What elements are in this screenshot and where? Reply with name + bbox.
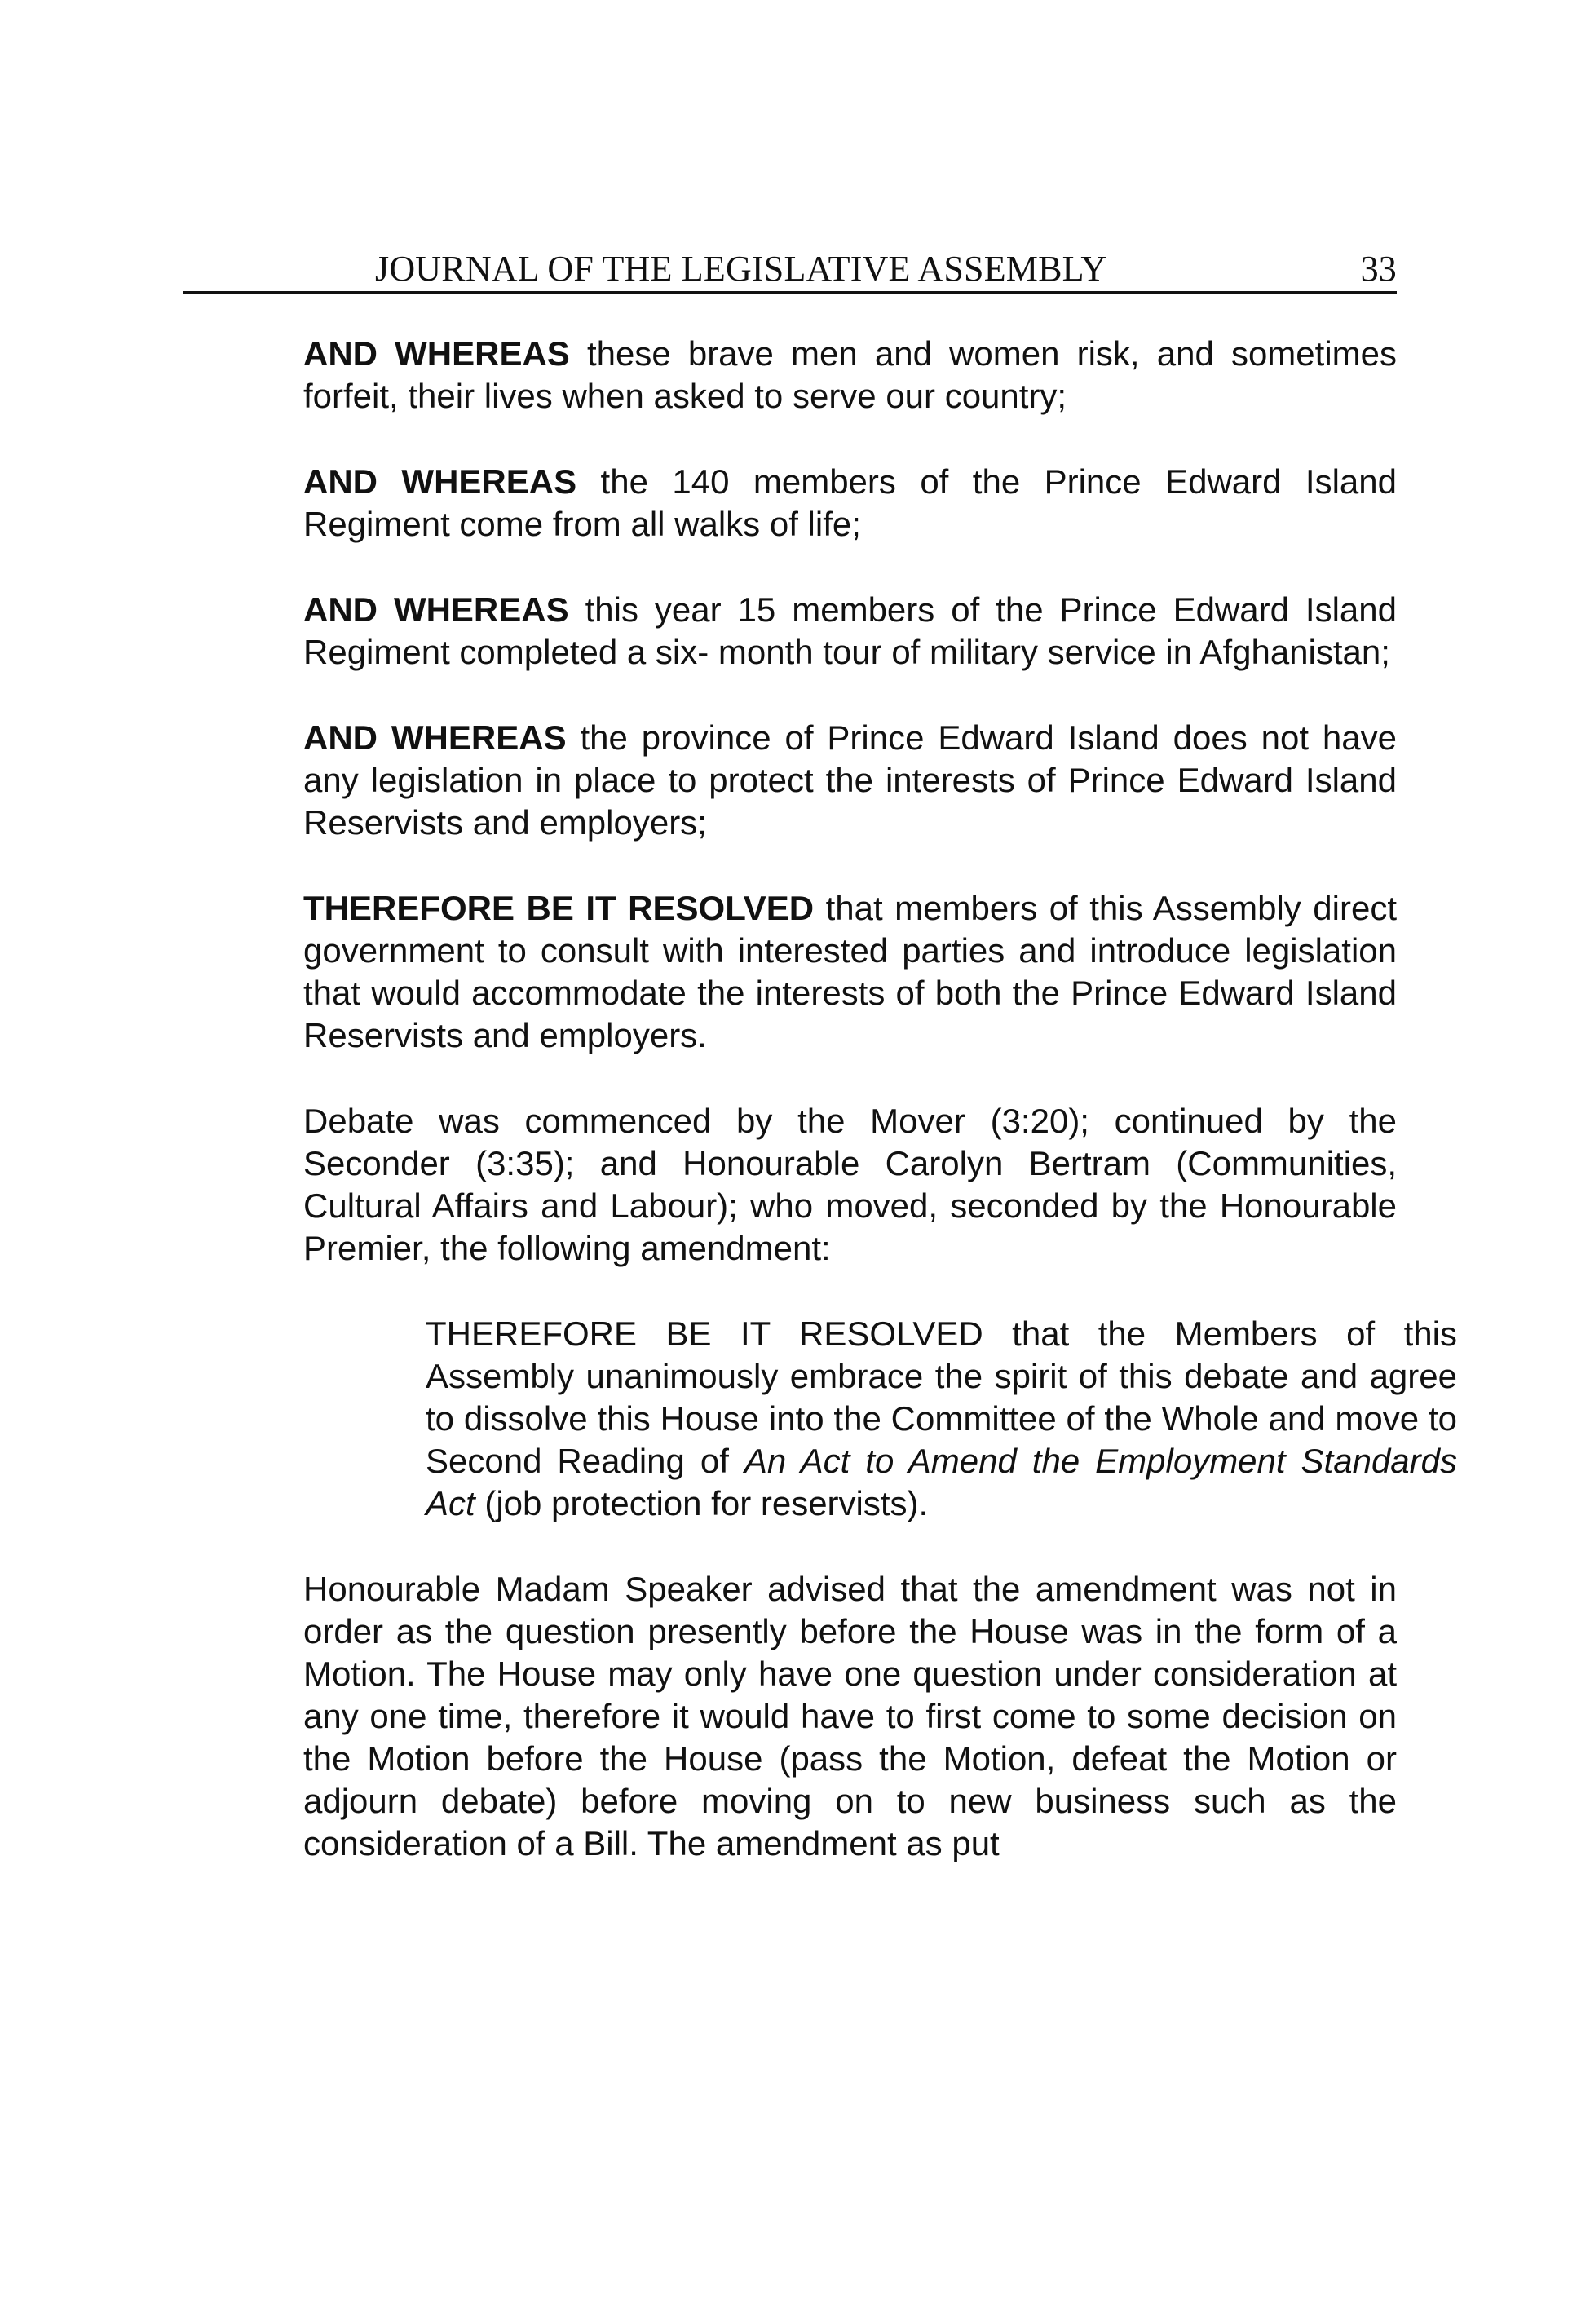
clause-lead: AND WHEREAS (303, 590, 569, 629)
whereas-clause-3 (303, 589, 1397, 674)
clause-lead: AND WHEREAS (303, 334, 570, 373)
clause-lead: AND WHEREAS (303, 718, 567, 757)
clause-text: these brave men and women risk, and sometimes forfeit, their lives when asked to serve our country; (303, 334, 1397, 415)
clause-text: the province of Prince Edward Island does not have any legislation in place to protect the interests of Prince Edward Island Reservists and employers; (303, 718, 1398, 842)
clause-text: this year 15 members of the Prince Edward Island Regiment completed a six- month tour of military service in Afghanistan; (303, 590, 1398, 671)
resolved-clause (303, 887, 1397, 1057)
clause-text: that members of this Assembly direct government to consult with interested parties and introduce legislation that would accommodate the interests of both the Prince Edward Island Reservists and employers. (303, 889, 1397, 1054)
debate-paragraph: Debate was commenced by the Mover (3:20); continued by the Seconder (3:35); and Honourable Carolyn Bertram (Communities, Cultural Affairs and Labour); who moved, seconded by the Honourable Premier, the following amendment: (303, 1102, 1397, 1267)
header-rule (183, 291, 1397, 294)
amendment-text-end: (job protection for reservists). (475, 1484, 929, 1522)
whereas-clause-2 (303, 461, 1397, 546)
journal-body (303, 333, 1458, 1908)
whereas-clause-4 (303, 717, 1397, 844)
clause-lead: THEREFORE BE IT RESOLVED (303, 889, 815, 927)
clause-text: the 140 members of the Prince Edward Island Regiment come from all walks of life; (303, 462, 1397, 543)
clause-lead: AND WHEREAS (303, 462, 577, 501)
amendment-text: THEREFORE BE IT RESOLVED that the Members of this Assembly unanimously embrace the spirit of this debate and agree to dissolve this House into the Committee of the Whole and move to Second Reading of (426, 1314, 1457, 1480)
amendment-quote (426, 1313, 1457, 1525)
whereas-clause-1 (303, 333, 1397, 418)
act-title: An Act to Amend the Employment Standards Act (426, 1442, 1458, 1522)
running-title: JOURNAL OF THE LEGISLATIVE ASSEMBLY (375, 249, 1107, 289)
speaker-ruling-paragraph: Honourable Madam Speaker advised that the amendment was not in order as the question presently before the House was in the form of a Motion. The House may only have one question under consideration at any one time, therefore it would have to first come to some decision on the Motion before the House (pass the Motion, defeat the Motion or adjourn debate) before moving on to new business such as the consideration of a Bill. The amendment as put (303, 1570, 1397, 1862)
page-number: 33 (1360, 249, 1397, 289)
running-header (183, 245, 1397, 294)
